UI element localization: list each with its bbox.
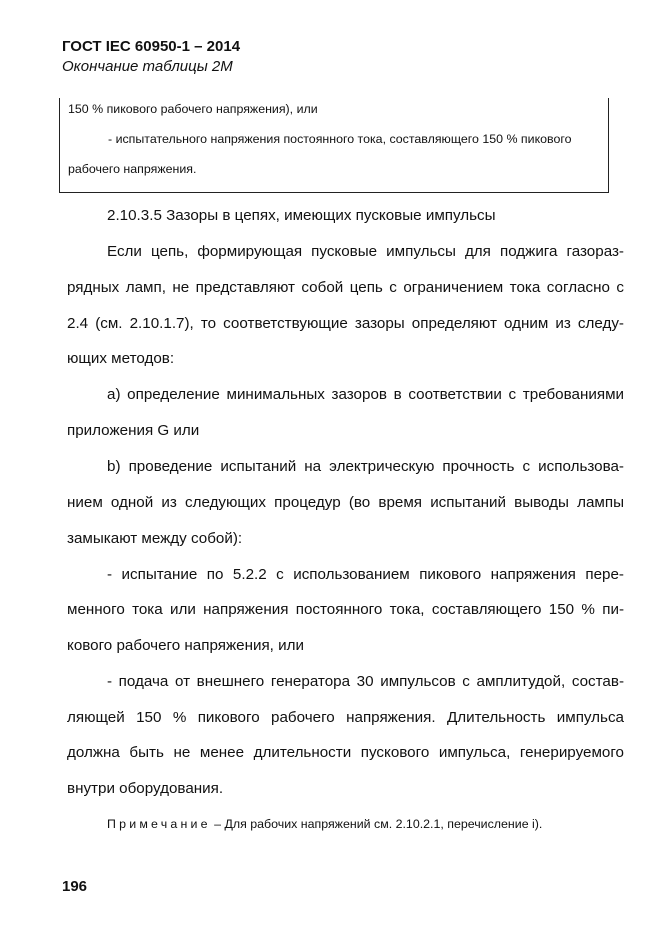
paragraph-line: кового рабочего напряжения, или [67,637,304,654]
paragraph-line: - подача от внешнего генератора 30 импульсов с амплитудой, состав- [107,673,624,690]
paragraph-line: ляющей 150 % пикового рабочего напряжения. Длительность импульса [67,709,624,726]
paragraph-line: a) определение минимальных зазоров в соответствии с требованиями [107,386,624,403]
paragraph-line: - испытание по 5.2.2 с использованием пикового напряжения пере- [107,566,624,583]
paragraph-line: Если цепь, формирующая пусковые импульсы для поджига газораз- [107,243,624,260]
paragraph-line: 2.4 (см. 2.10.1.7), то соответствующие зазоры определяют одним из следу- [67,315,624,332]
paragraph-line: ющих методов: [67,350,175,367]
note-label: Примечание [107,817,211,831]
note [107,817,542,831]
note-text: – Для рабочих напряжений см. 2.10.2.1, перечисление i). [210,817,543,831]
table-line: - испытательного напряжения постоянного тока, составляющего 150 % пикового [108,132,572,146]
section-heading: 2.10.3.5 Зазоры в цепях, имеющих пусковые импульсы [107,207,496,224]
document-header-subtitle: Окончание таблицы 2М [62,58,233,75]
table-line: 150 % пикового рабочего напряжения), или [68,102,318,116]
paragraph-line: внутри оборудования. [67,780,224,797]
table-fragment [59,98,609,193]
table-line: рабочего напряжения. [68,162,197,176]
paragraph-line: менного тока или напряжения постоянного тока, составляющего 150 % пи- [67,601,624,618]
paragraph-line: нием одной из следующих процедур (во время испытаний выводы лампы [67,494,624,511]
document-header-title: ГОСТ IEC 60950-1 – 2014 [62,38,241,55]
paragraph-line: рядных ламп, не представляют собой цепь с ограничением тока согласно с [67,279,624,296]
paragraph-line: приложения G или [67,422,200,439]
page-number: 196 [62,878,88,895]
paragraph-line: должна быть не менее длительности пускового импульса, генерируемого [67,744,624,761]
paragraph-line: замыкают между собой): [67,530,243,547]
paragraph-line: b) проведение испытаний на электрическую прочность с использова- [107,458,624,475]
